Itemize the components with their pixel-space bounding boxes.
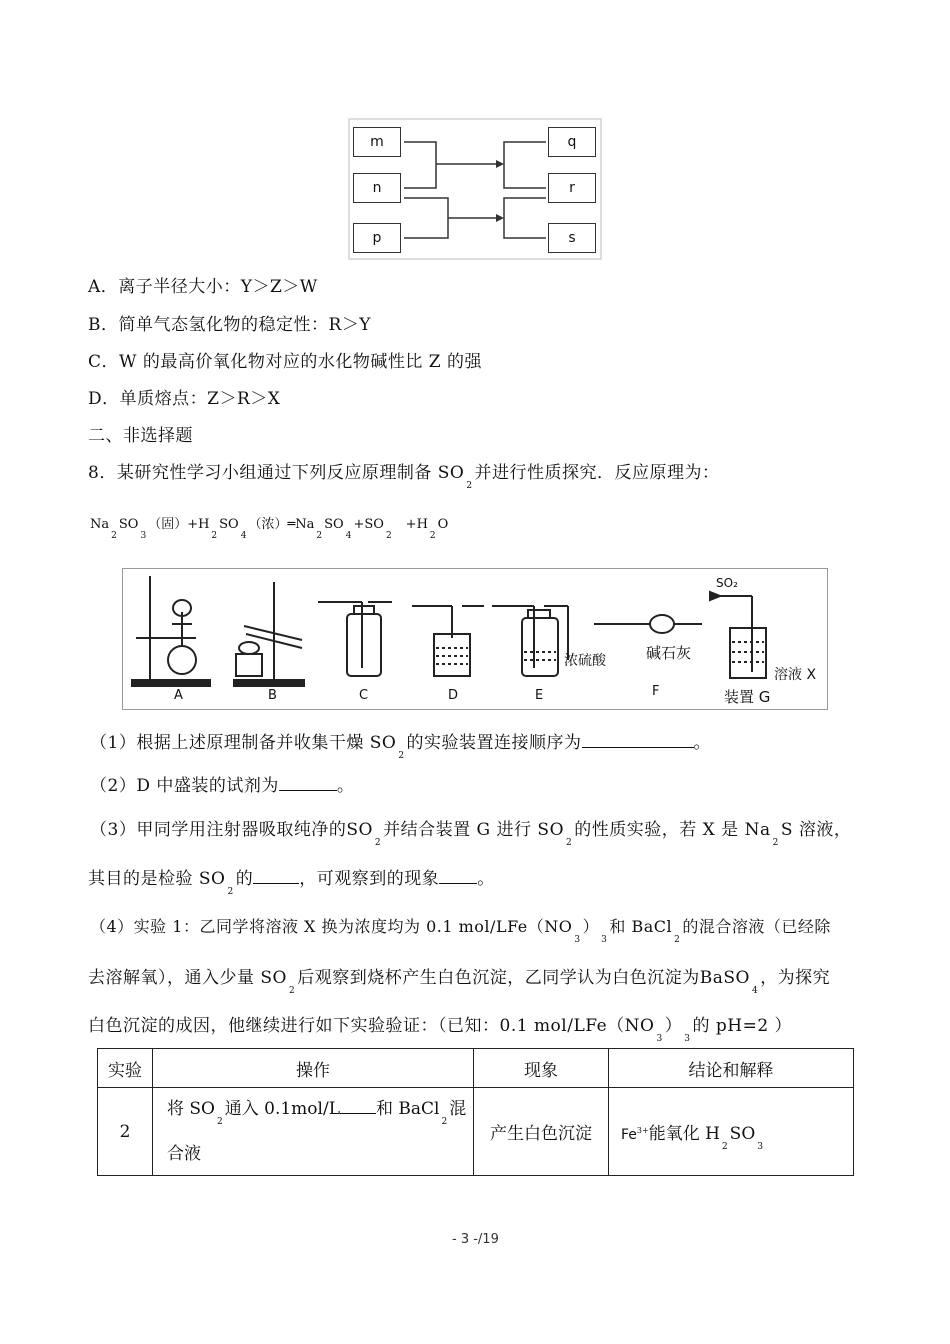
- eq-part: SO: [118, 517, 139, 532]
- answer-blank[interactable]: [340, 1099, 376, 1114]
- option-a: A．离子半径大小：Y＞Z＞W: [88, 277, 318, 297]
- eq-part: SO: [219, 517, 239, 532]
- q8-intro-text: 8．某研究性学习小组通过下列反应原理制备 SO: [88, 463, 465, 483]
- label-solution: 溶液 X: [774, 667, 817, 683]
- eq-part: +H: [405, 517, 428, 532]
- q3-text: 。: [477, 869, 495, 889]
- q4-text: ）: [582, 917, 600, 936]
- q8-intro: [88, 458, 720, 491]
- apparatus-figure: [122, 568, 828, 710]
- q3-text: 的: [235, 869, 254, 889]
- page-number: - 3 -/19: [452, 1232, 499, 1247]
- q4-text: Fe（NO: [585, 1016, 655, 1036]
- label-d: D: [448, 688, 459, 703]
- eq-sub: 2: [316, 531, 323, 541]
- q1-text: 的实验装置连接顺序为: [406, 733, 582, 753]
- table-row: [98, 1088, 854, 1176]
- option-c: C．W 的最高价氧化物对应的水化物碱性比 Z 的强: [88, 352, 483, 372]
- eq-sub: 3: [140, 531, 147, 541]
- eq-part: O: [437, 517, 449, 532]
- q3-text: （3）甲同学用注射器吸取纯净的SO: [90, 820, 373, 840]
- q8-intro-tail: 并进行性质探究．反应原理为：: [474, 463, 720, 483]
- box-n: n: [353, 173, 401, 203]
- label-lime: 碱石灰: [646, 644, 692, 662]
- op-text: 通入 0.1mol/L: [224, 1099, 340, 1119]
- table-header-row: [98, 1049, 854, 1088]
- box-r: r: [548, 173, 596, 203]
- q1-text: （1）根据上述原理制备并收集干燥 SO: [90, 733, 397, 753]
- cell-operation: 将 $SO_2$通入 0.1mol/L 和 BaCl$_2$混 合液: [153, 1088, 474, 1176]
- q4-text: 白色沉淀的成因，他继续进行如下实验验证：（已知：0.1 mol/L: [88, 1016, 586, 1036]
- label-e: E: [535, 688, 544, 703]
- eq-sub: 4: [345, 531, 352, 541]
- reaction-flow-diagram: [348, 118, 602, 260]
- label-device-g: 装置 G: [724, 688, 771, 706]
- q4-text: ，为探究: [760, 968, 831, 988]
- q3-text: ，可观察到的现象: [299, 869, 440, 889]
- box-m: m: [353, 127, 401, 157]
- label-a: A: [174, 688, 183, 703]
- label-so2: SO₂: [716, 576, 738, 590]
- q8-intro-sub: 2: [466, 481, 473, 491]
- box-q: q: [548, 127, 596, 157]
- eq-part: Na: [90, 517, 110, 532]
- concl-sup: 3+: [636, 1126, 649, 1135]
- header-operation: 操作: [153, 1049, 474, 1088]
- question-4-line1: （4）实验 1：乙同学将溶液 X 换为浓度均为 0.1 mol/$LFe(NO_3)_3$和 BaCl$_2$的混合溶液（已经除: [90, 917, 831, 945]
- answer-blank[interactable]: [279, 776, 337, 791]
- question-2: [90, 771, 354, 796]
- eq-sub: 2: [429, 531, 436, 541]
- cell-number: 2: [98, 1088, 153, 1176]
- op-text: 合液: [167, 1144, 201, 1164]
- q2-text: 。: [336, 776, 355, 796]
- q3-text: S 溶液，: [780, 820, 852, 840]
- q3-text: 的性质实验，若 X 是 Na: [574, 820, 771, 840]
- label-b: B: [268, 688, 277, 703]
- q4-text: 后观察到烧杯产生白色沉淀，乙同学认为白色沉淀为BaSO: [297, 968, 750, 988]
- header-phenomenon: 现象: [474, 1049, 609, 1088]
- concl-text: 能氧化 H: [648, 1124, 720, 1144]
- op-text: 和 BaCl: [375, 1099, 440, 1119]
- q4-text: 的混合溶液（已经除: [682, 917, 831, 936]
- eq-sub: 4: [240, 531, 247, 541]
- question-3-line1: （3）甲同学用注射器吸取纯净的$SO_2$并结合装置 G 进行 $SO_2$的性质实验，若 X 是 $Na_2S$ 溶液，: [90, 820, 852, 848]
- question-4-line2: 去溶解氧），通入少量 $SO_2$后观察到烧杯产生白色沉淀，乙同学认为白色沉淀为BaSO$_4$，为探究: [88, 968, 831, 996]
- section-heading: 二、非选择题: [88, 426, 193, 446]
- q4-text: 和 BaCl: [609, 917, 673, 936]
- header-conclusion: 结论和解释: [609, 1049, 854, 1088]
- label-acid: 浓硫酸: [564, 653, 606, 669]
- box-p: p: [353, 223, 401, 253]
- question-4-line3: 白色沉淀的成因，他继续进行如下实验验证：（已知：0.1 mol/$LFe(NO_3)_3$的 pH=2 ）: [88, 1016, 793, 1044]
- q3-text: 其目的是检验 SO: [88, 869, 226, 889]
- label-c: C: [359, 688, 369, 703]
- q2-text: （2）D 中盛装的试剂为: [90, 776, 279, 796]
- eq-part: +SO: [353, 517, 384, 532]
- cell-conclusion: $Fe^{3+}$能氧化 $H_2SO_3$: [609, 1088, 854, 1176]
- label-f: F: [652, 684, 660, 699]
- op-text: 混: [449, 1099, 467, 1119]
- answer-blank[interactable]: [253, 869, 299, 884]
- concl-text: Fe: [621, 1127, 637, 1143]
- header-experiment: 实验: [98, 1049, 153, 1088]
- q4-text: （4）实验 1：乙同学将溶液 X 换为浓度均为 0.1 mol/L: [90, 917, 508, 936]
- q1-text: 。: [693, 733, 712, 753]
- question-3-line2: 其目的是检验 $SO_2$的 ，可观察到的现象 。: [88, 869, 495, 897]
- reaction-equation: [90, 513, 449, 541]
- cell-phenomenon: 产生白色沉淀: [474, 1088, 609, 1176]
- experiment-table: [97, 1048, 854, 1176]
- q4-text: ）: [664, 1016, 683, 1036]
- eq-part: （浓）═Na: [248, 517, 315, 532]
- eq-part: （固）+H: [148, 517, 210, 532]
- op-text: 将 SO: [167, 1099, 215, 1119]
- question-1: （1）根据上述原理制备并收集干燥 $SO_2$的实验装置连接顺序为 。: [90, 733, 712, 761]
- option-d: D．单质熔点：Z＞R＞X: [88, 389, 281, 409]
- eq-sub: 2: [211, 531, 218, 541]
- option-b: B．简单气态氢化物的稳定性：R＞Y: [88, 315, 372, 335]
- eq-part: SO: [324, 517, 344, 532]
- eq-sub: 2: [385, 531, 392, 541]
- q4-text: Fe（NO: [507, 917, 573, 936]
- q4-text: 的 pH=2 ）: [692, 1016, 793, 1036]
- eq-sub: 2: [111, 531, 117, 541]
- box-s: s: [548, 223, 596, 253]
- q3-text: 并结合装置 G 进行 SO: [383, 820, 565, 840]
- answer-blank[interactable]: [439, 869, 477, 884]
- concl-text: SO: [729, 1124, 756, 1144]
- q4-text: 去溶解氧），通入少量 SO: [88, 968, 287, 988]
- answer-blank[interactable]: [582, 733, 694, 748]
